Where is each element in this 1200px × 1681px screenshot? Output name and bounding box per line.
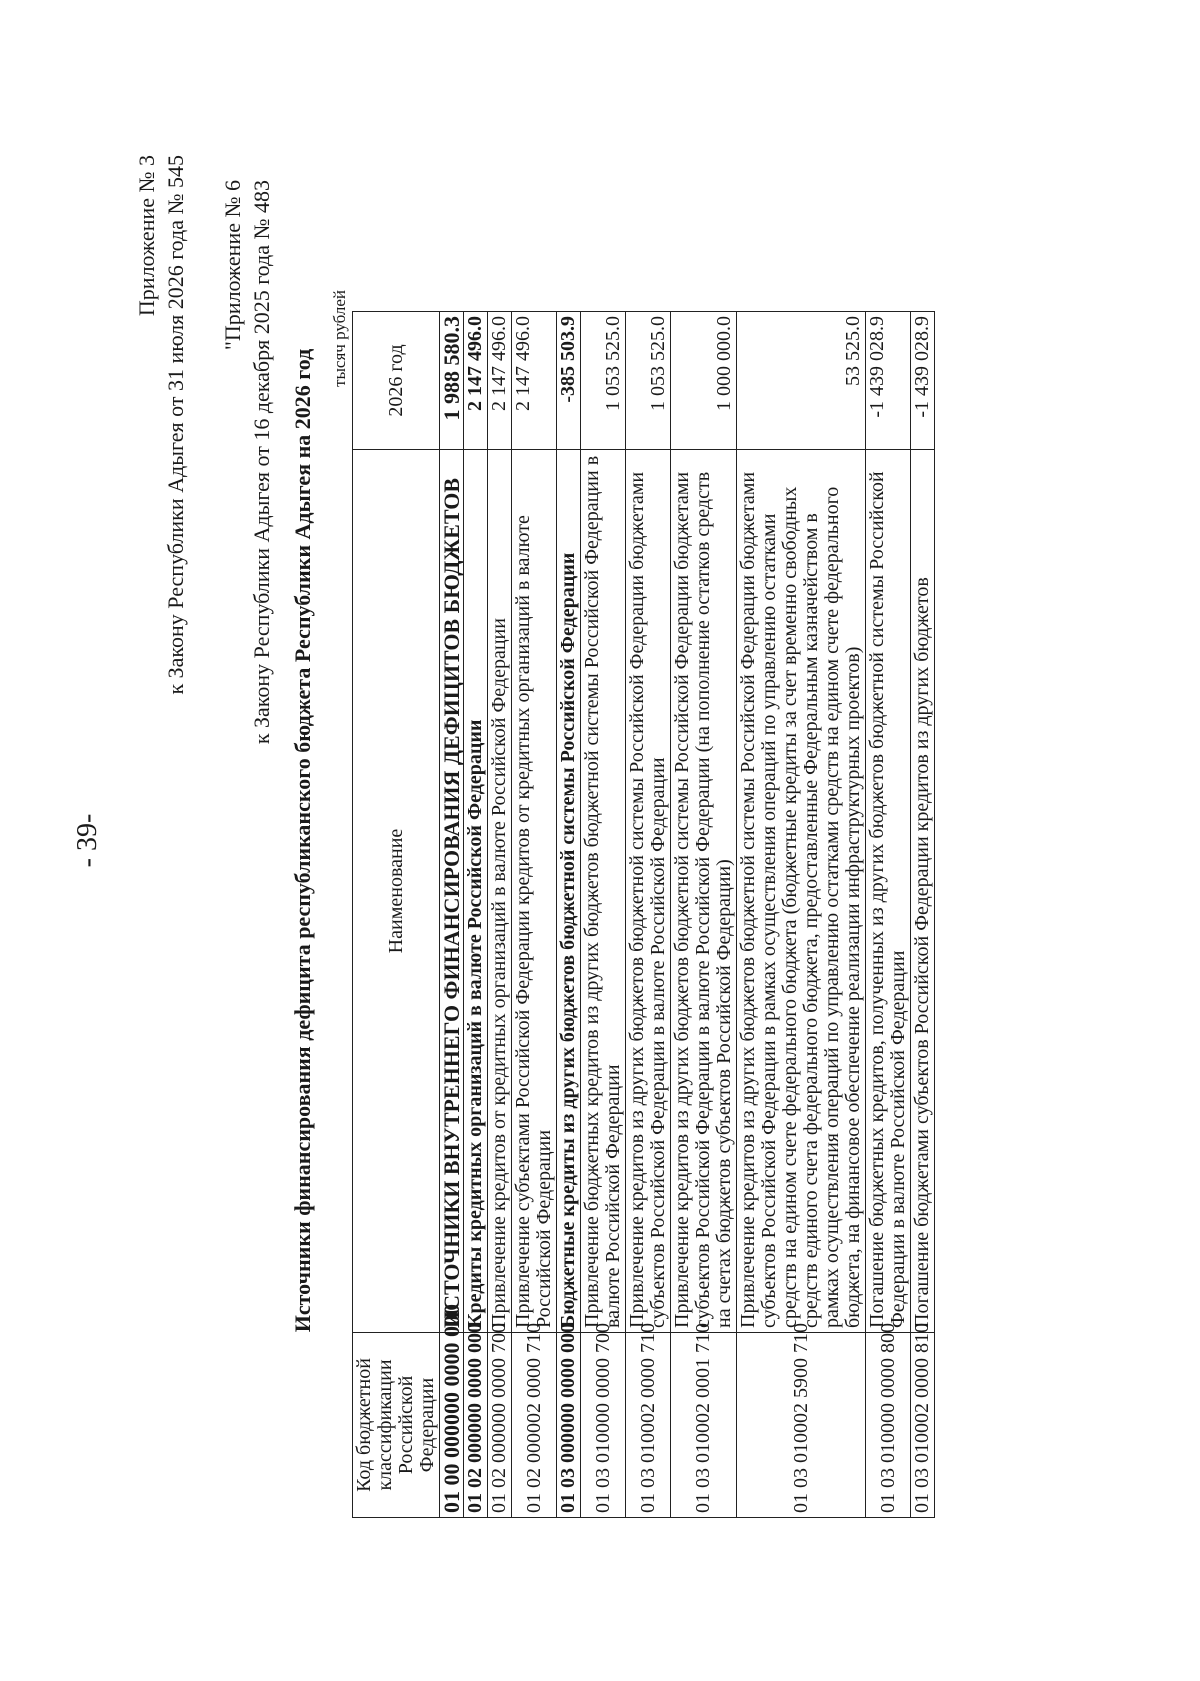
table-row	[557, 312, 581, 1518]
header-name: Наименование	[353, 450, 440, 1333]
table-row	[866, 312, 911, 1518]
table-row	[581, 312, 626, 1518]
table-header-row	[353, 312, 440, 1518]
cell-name: Погашение бюджетных кредитов, полученных из других бюджетов бюджетной системы Российской Федерации в валюте Российской Федерации	[866, 450, 911, 1333]
table-row	[488, 312, 512, 1518]
cell-name: Привлечение субъектами Российской Федерации кредитов от кредитных организаций в валюте Российской Федерации	[512, 450, 557, 1333]
cell-code: 01 03 010002 0000 810	[911, 1333, 935, 1518]
cell-name: Кредиты кредитных организаций в валюте Российской Федерации	[464, 450, 488, 1333]
cell-name: Привлечение кредитов из других бюджетов бюджетной системы Российской Федерации бюджетами субъектов Российской Федерации в валюте Российской Федерации	[626, 450, 671, 1333]
cell-value: 2 147 496.0	[464, 312, 488, 450]
cell-name: Бюджетные кредиты из других бюджетов бюджетной системы Российской Федерации	[557, 450, 581, 1333]
table-row	[671, 312, 737, 1518]
cell-value: -385 503.9	[557, 312, 581, 450]
cell-name: Привлечение кредитов от кредитных организаций в валюте Российской Федерации	[488, 450, 512, 1333]
cell-name: Погашение бюджетами субъектов Российской Федерации кредитов из других бюджетов	[911, 450, 935, 1333]
table-row	[737, 312, 866, 1518]
annex-current-line2: к Закону Республики Адыгея от 31 июля 2026 года № 545	[163, 155, 188, 695]
cell-name: ИСТОЧНИКИ ВНУТРЕННЕГО ФИНАНСИРОВАНИЯ ДЕФИЦИТОВ БЮДЖЕТОВ	[440, 450, 464, 1333]
table-row	[512, 312, 557, 1518]
cell-value: -1 439 028.9	[866, 312, 911, 450]
cell-name: Привлечение бюджетных кредитов из других бюджетов бюджетной системы Российской Федерации в валюте Российской Федерации	[581, 450, 626, 1333]
cell-value: 1 053 525.0	[581, 312, 626, 450]
annex-current-line1: Приложение № 3	[134, 155, 159, 317]
document-title: Источники финансирования дефицита республиканского бюджета Республики Адыгея на 2026 год	[290, 348, 315, 1333]
cell-code: 01 03 000000 0000 000	[557, 1333, 581, 1518]
cell-value: 2 147 496.0	[488, 312, 512, 450]
cell-value: 2 147 496.0	[512, 312, 557, 450]
cell-value: 1 053 525.0	[626, 312, 671, 450]
table-row	[911, 312, 935, 1518]
cell-value: -1 439 028.9	[911, 312, 935, 450]
unit-note: тысяч рублей	[330, 290, 349, 387]
cell-value: 53 525.0	[737, 312, 866, 450]
table-row	[440, 312, 464, 1518]
header-code: Код бюджетной классификации Российской Федерации	[353, 1333, 440, 1518]
annex-current-header	[132, 155, 190, 695]
cell-name: Привлечение кредитов из других бюджетов бюджетной системы Российской Федерации бюджетами субъектов Российской Федерации в валюте Российской Федерации (на пополнение остатков средств на счетах бюджетов субъектов Российской Федерации)	[671, 450, 737, 1333]
cell-name: Привлечение кредитов из других бюджетов бюджетной системы Российской Федерации бюджетами субъектов Российской Федерации в рамках осуществления операций по управлению остатками средств на едином счете федерального бюджета (бюджетные кредиты за счет временно свободных средств единого счета федерального бюджета, предоставленные Федеральным казначейством в рамках осуществления операций по управлению остатками средств на едином счете федерального бюджета, на финансовое обеспечение реализации инфраструктурных проектов)	[737, 450, 866, 1333]
cell-code: 01 03 010002 5900 710	[737, 1333, 866, 1518]
cell-code: 01 00 000000 0000 000	[440, 1333, 464, 1518]
cell-value: 1 988 580.3	[440, 312, 464, 450]
table-row	[464, 312, 488, 1518]
page-number: - 39-	[72, 813, 103, 868]
financing-sources-table	[352, 311, 935, 1518]
cell-code: 01 02 000000 0000 000	[464, 1333, 488, 1518]
annex-original-line1: "Приложение № 6	[220, 180, 245, 351]
cell-code: 01 03 010000 0000 800	[866, 1333, 911, 1518]
cell-code: 01 03 010000 0000 700	[581, 1333, 626, 1518]
cell-code: 01 03 010002 0001 710	[671, 1333, 737, 1518]
table-row	[626, 312, 671, 1518]
annex-original-line2: к Закону Республики Адыгея от 16 декабря 2025 года № 483	[249, 180, 274, 745]
annex-original-header	[218, 180, 276, 744]
cell-code: 01 02 000002 0000 710	[512, 1333, 557, 1518]
header-value: 2026 год	[353, 312, 440, 450]
cell-value: 1 000 000.0	[671, 312, 737, 450]
cell-code: 01 03 010002 0000 710	[626, 1333, 671, 1518]
cell-code: 01 02 000000 0000 700	[488, 1333, 512, 1518]
